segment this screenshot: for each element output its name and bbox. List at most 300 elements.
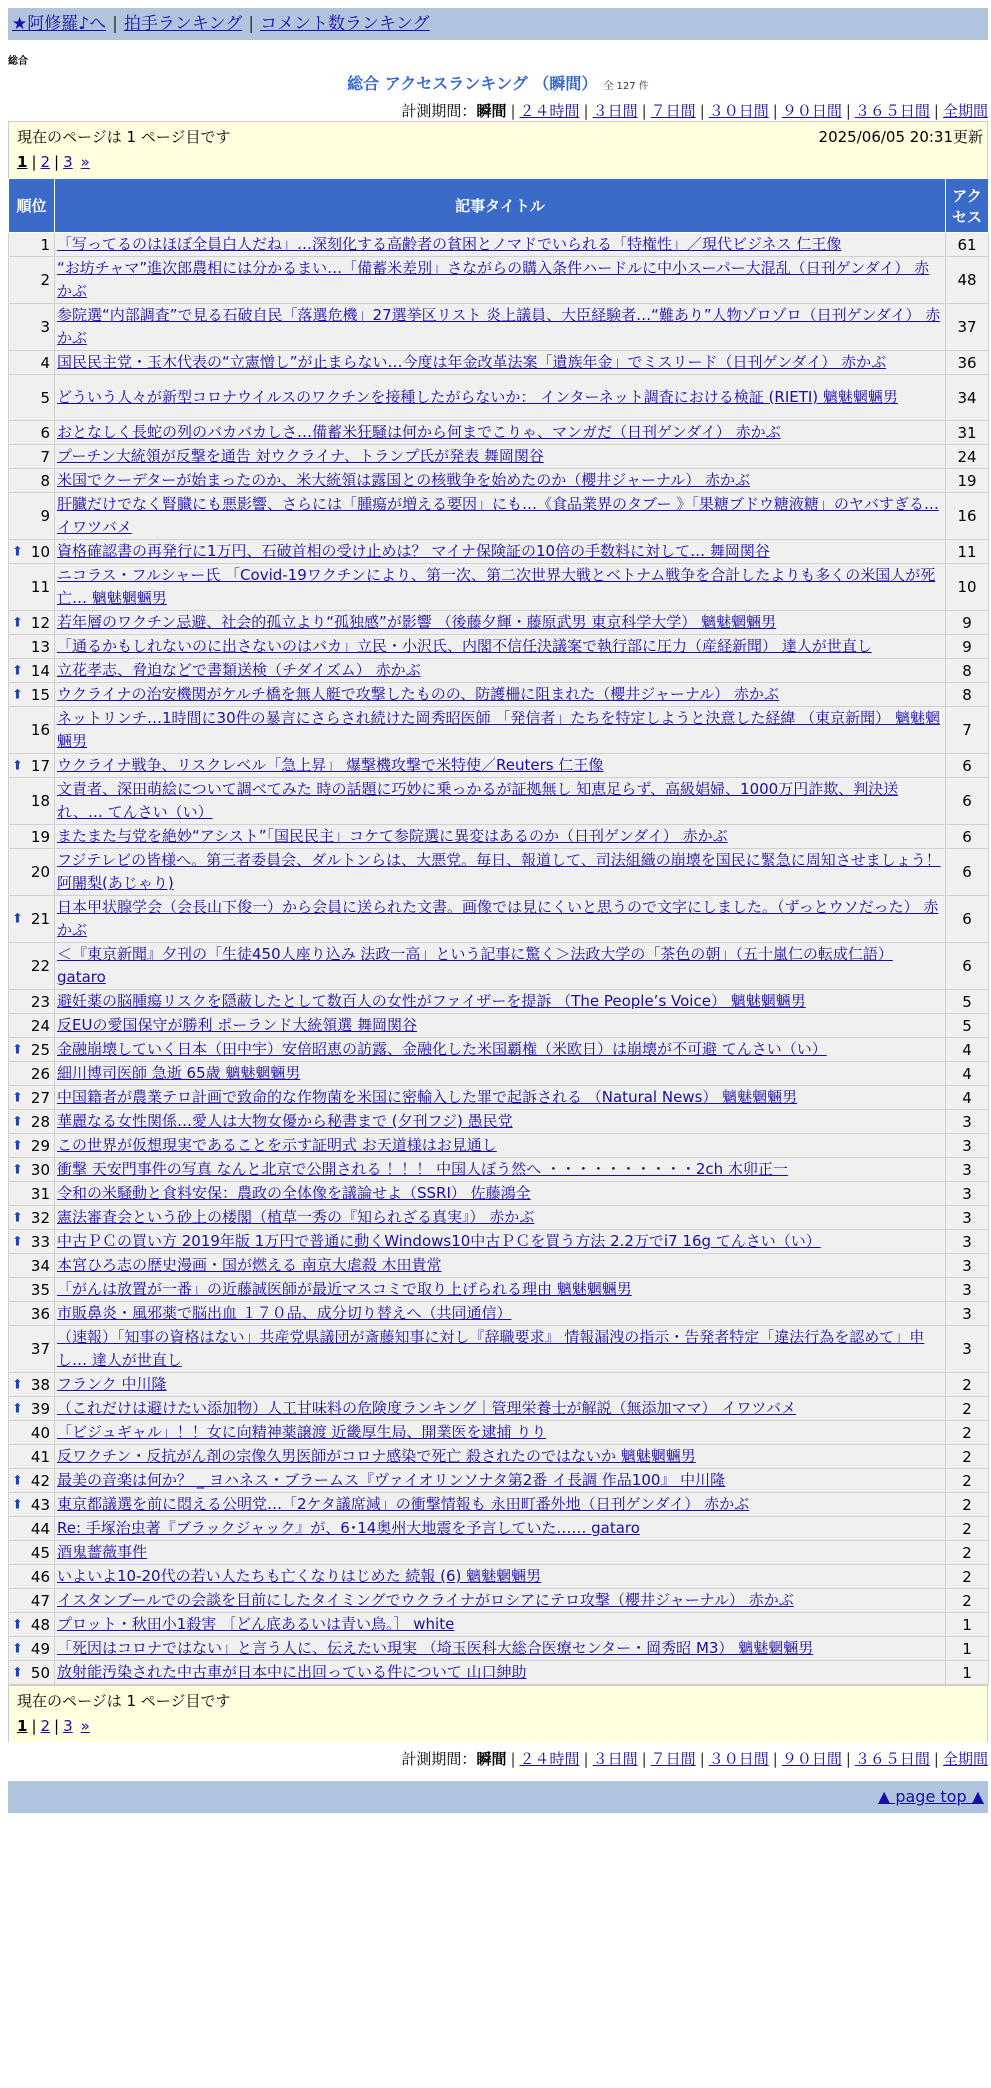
period-separator: |	[699, 1750, 705, 1768]
rank-number: 36	[30, 1304, 50, 1323]
table-row	[9, 233, 989, 257]
article-link[interactable]: 資格確認書の再発行に1万円、石破首相の受け止めは？ マイナ保険証の10倍の手数料に対して… 舞岡関谷	[57, 542, 770, 560]
rank-cell	[9, 754, 55, 778]
rank-cell	[9, 943, 55, 990]
period-separator: |	[933, 1750, 939, 1768]
article-link[interactable]: 最美の音楽は何か？ _ ヨハネス・ブラームス『ヴァイオリンソナタ第2番 イ長調 作品100』 中川隆	[57, 1471, 726, 1489]
rank-cell	[9, 659, 55, 683]
access-count: 3	[946, 1230, 989, 1254]
rank-number: 1	[40, 235, 50, 254]
article-link[interactable]: 若年層のワクチン忌避、社会的孤立より“孤独感”が影響 （後藤夕輝・藤原武男 東京科学大学） 魑魅魍魎男	[57, 613, 777, 631]
title-cell	[55, 1445, 946, 1469]
access-count: 16	[946, 493, 989, 540]
rank-number: 48	[30, 1615, 50, 1634]
table-row	[9, 990, 989, 1014]
article-link[interactable]: 憲法審査会という砂上の楼閣（植草一秀の『知られざる真実』） 赤かぶ	[57, 1208, 535, 1226]
comment-ranking-link[interactable]: コメント数ランキング	[260, 14, 430, 34]
rank-up-arrow-icon: ⬆	[12, 1665, 23, 1680]
access-count: 2	[946, 1589, 989, 1613]
access-count: 2	[946, 1565, 989, 1589]
rank-up-arrow-icon: ⬆	[12, 1473, 23, 1488]
access-count: 9	[946, 635, 989, 659]
access-count: 2	[946, 1469, 989, 1493]
rank-number: 6	[40, 423, 50, 442]
page-link[interactable]: 3	[63, 1717, 73, 1735]
rank-up-arrow-icon: ⬆	[12, 1138, 23, 1153]
period-link[interactable]: ３０日間	[708, 1750, 769, 1768]
rank-up-arrow-icon: ⬆	[12, 1234, 23, 1249]
period-link[interactable]: ２４時間	[519, 1750, 580, 1768]
rank-cell	[9, 564, 55, 611]
rank-cell	[9, 493, 55, 540]
table-row	[9, 943, 989, 990]
period-current: 瞬間	[476, 1750, 507, 1768]
page-link[interactable]: »	[80, 153, 90, 171]
rank-number: 18	[30, 792, 50, 810]
table-row	[9, 375, 989, 421]
rank-number: 42	[30, 1471, 50, 1490]
period-link[interactable]: ３日間	[592, 1750, 638, 1768]
rank-up-arrow-icon: ⬆	[12, 1401, 23, 1416]
article-link[interactable]: 中古ＰＣの買い方 2019年版 1万円で普通に動くWindows10中古ＰＣを買う方法 2.2万でi7 16g てんさい（い）	[57, 1232, 821, 1250]
category-tag: 総合	[8, 56, 28, 67]
article-link[interactable]: 「がんは放置が一番」の近藤誠医師が最近マスコミで取り上げられる理由 魑魅魍魎男	[57, 1280, 632, 1298]
table-row	[9, 849, 989, 896]
article-link[interactable]: 反EUの愛国保守が勝利 ポーランド大統領選 舞岡関谷	[57, 1016, 417, 1034]
access-count: 1	[946, 1613, 989, 1637]
rank-cell	[9, 1302, 55, 1326]
access-count: 3	[946, 1158, 989, 1182]
article-link[interactable]: 本宮ひろ志の歴史漫画・国が燃える 南京大虐殺 木田貴常	[57, 1256, 442, 1274]
table-row	[9, 564, 989, 611]
access-count: 2	[946, 1421, 989, 1445]
title-cell	[55, 564, 946, 611]
article-link[interactable]: またまた与党を絶妙“アシスト”「国民民主」コケて参院選に異変はあるのか（日刊ゲンダイ） 赤かぶ	[57, 827, 728, 845]
rank-cell	[9, 1421, 55, 1445]
page-link[interactable]: »	[80, 1717, 90, 1735]
rank-number: 26	[30, 1064, 50, 1083]
rank-cell	[9, 1661, 55, 1685]
table-row	[9, 1541, 989, 1565]
table-row	[9, 540, 989, 564]
table-row	[9, 1038, 989, 1062]
rank-number: 10	[30, 542, 50, 561]
period-separator: |	[772, 102, 778, 120]
rank-cell	[9, 990, 55, 1014]
table-row	[9, 1421, 989, 1445]
table-row	[9, 1517, 989, 1541]
updated-time: 2025/06/05 20:31更新	[818, 128, 983, 146]
article-link[interactable]: Re: 手塚治虫著『ブラックジャック』が、6･14奥州大地震を予言していた…… gataro	[57, 1519, 640, 1537]
article-link[interactable]: ニコラス・フルシャー氏 「Covid-19ワクチンにより、第一次、第二次世界大戦とベトナム戦争を合計したよりも多くの米国人が死亡… 魑魅魍魎男	[57, 566, 936, 607]
rank-cell	[9, 1469, 55, 1493]
access-count: 24	[946, 445, 989, 469]
table-row	[9, 1158, 989, 1182]
page-title-text: 総合 アクセスランキング （瞬間）	[347, 74, 598, 93]
title-cell	[55, 611, 946, 635]
rank-up-arrow-icon: ⬆	[12, 544, 23, 559]
table-row	[9, 1014, 989, 1038]
rank-cell	[9, 1254, 55, 1278]
rank-number: 11	[30, 578, 50, 596]
title-cell	[55, 990, 946, 1014]
table-row	[9, 635, 989, 659]
rank-number: 14	[30, 661, 50, 680]
period-link[interactable]: ３６５日間	[854, 102, 930, 120]
article-link[interactable]: （これだけは避けたい添加物）人工甘味料の危険度ランキング｜管理栄養士が解説（無添加ママ） イワツバメ	[57, 1399, 797, 1417]
table-row	[9, 1086, 989, 1110]
page-link[interactable]: 3	[63, 153, 73, 171]
article-link[interactable]: 日本甲状腺学会（会長山下俊一）から会員に送られた文書。画像では見にくいと思うので文字にしました。（ずっとウソだった） 赤かぶ	[57, 898, 939, 939]
access-count: 34	[946, 375, 989, 421]
rank-cell	[9, 540, 55, 564]
table-row	[9, 1613, 989, 1637]
table-row	[9, 754, 989, 778]
table-row	[9, 1469, 989, 1493]
table-row	[9, 1254, 989, 1278]
table-row	[9, 1278, 989, 1302]
rank-cell	[9, 257, 55, 304]
access-count: 6	[946, 943, 989, 990]
article-link[interactable]: おとなしく長蛇の列のバカバカしさ…備蓄米狂騒は何から何までこりゃ、マンガだ（日刊ゲンダイ） 赤かぶ	[57, 423, 781, 441]
access-count: 2	[946, 1517, 989, 1541]
access-count: 2	[946, 1445, 989, 1469]
rank-number: 46	[30, 1567, 50, 1586]
period-separator: |	[641, 1750, 647, 1768]
article-link[interactable]: 国民民主党・玉木代表の“立憲憎し”が止まらない…今度は年金改革法案「遺族年金」でミスリード（日刊ゲンダイ） 赤かぶ	[57, 353, 887, 371]
article-link[interactable]: ＜『東京新聞』夕刊の「生徒450人座り込み 法政一高」という記事に驚く＞法政大学の「茶色の朝」（五十嵐仁の転成仁語） gataro	[57, 945, 893, 986]
access-count: 3	[946, 1134, 989, 1158]
article-link[interactable]: フランク 中川隆	[57, 1375, 167, 1393]
period-link[interactable]: 全期間	[942, 1750, 988, 1768]
article-link[interactable]: 「死因はコロナではない」と言う人に、伝えたい現実 （埼玉医科大総合医療センター・岡秀昭 M3） 魑魅魍魎男	[57, 1639, 814, 1657]
rank-number: 15	[30, 685, 50, 704]
access-header: アクセス	[946, 179, 989, 233]
period-separator: |	[510, 1750, 516, 1768]
rank-number: 3	[40, 318, 50, 336]
access-count: 3	[946, 1254, 989, 1278]
page-top-link[interactable]: ▲ page top ▲	[877, 1787, 984, 1806]
rank-number: 5	[40, 388, 50, 407]
article-link[interactable]: ウクライナの治安機関がケルチ橋を無人艇で攻撃したものの、防護柵に阻まれた（櫻井ジャーナル） 赤かぶ	[57, 685, 779, 703]
rank-up-arrow-icon: ⬆	[12, 1377, 23, 1392]
table-row	[9, 1302, 989, 1326]
title-cell	[55, 1062, 946, 1086]
article-link[interactable]: “お坊チャマ”進次郎農相には分かるまい…「備蓄米差別」さながらの購入条件ハードルに中小スーパー大混乱（日刊ゲンダイ） 赤かぶ	[57, 259, 930, 300]
rank-cell	[9, 304, 55, 351]
access-count: 9	[946, 611, 989, 635]
title-cell	[55, 1086, 946, 1110]
rank-number: 16	[30, 721, 50, 739]
article-link[interactable]: 反ワクチン・反抗がん剤の宗像久男医師がコロナ感染で死亡 殺されたのではないか 魑魅魍魎男	[57, 1447, 696, 1465]
rank-cell	[9, 1517, 55, 1541]
article-link[interactable]: どういう人々が新型コロナウイルスのワクチンを接種したがらないか： インターネット調査における検証 (RIETI) 魑魅魍魎男	[57, 388, 898, 406]
rank-number: 33	[30, 1232, 50, 1251]
rank-number: 35	[30, 1280, 50, 1299]
table-row	[9, 257, 989, 304]
rank-cell	[9, 1278, 55, 1302]
rank-cell	[9, 1014, 55, 1038]
rank-number: 8	[40, 471, 50, 490]
title-cell	[55, 257, 946, 304]
rank-cell	[9, 611, 55, 635]
page-title	[8, 71, 988, 94]
access-count: 48	[946, 257, 989, 304]
article-link[interactable]: 「写ってるのはほぼ全員白人だね」…深刻化する高齢者の貧困とノマドでいられる「特権性」／現代ビジネス 仁王像	[57, 235, 842, 253]
footer-bar	[8, 1781, 988, 1813]
title-cell	[55, 304, 946, 351]
article-link[interactable]: ネットリンチ…1時間に30件の暴言にさらされ続けた岡秀昭医師 「発信者」たちを特定しようと決意した経緯 （東京新聞） 魑魅魍魎男	[57, 709, 940, 750]
article-link[interactable]: 肝臓だけでなく腎臓にも悪影響、さらには「腫瘍が増える要因」にも…《食品業界のタブー 》「果糖ブドウ糖液糖」のヤバすぎる… イワツバメ	[57, 495, 939, 536]
rank-number: 45	[30, 1543, 50, 1562]
access-count: 37	[946, 304, 989, 351]
rank-cell	[9, 421, 55, 445]
table-row	[9, 825, 989, 849]
access-count: 8	[946, 659, 989, 683]
rank-cell	[9, 1397, 55, 1421]
rank-number: 22	[30, 957, 50, 975]
page-separator: |	[31, 153, 37, 171]
rank-up-arrow-icon: ⬆	[12, 1641, 23, 1656]
rank-cell	[9, 469, 55, 493]
period-current: 瞬間	[476, 102, 507, 120]
access-count: 8	[946, 683, 989, 707]
period-separator: |	[510, 102, 516, 120]
access-count: 2	[946, 1541, 989, 1565]
rank-up-arrow-icon: ⬆	[12, 1210, 23, 1225]
pager-top	[8, 121, 988, 178]
article-link[interactable]: 華麗なる女性関係…愛人は大物女優から秘書まで (夕刊フジ) 愚民党	[57, 1112, 513, 1130]
article-link[interactable]: 「通るかもしれないのに出さないのはバカ」立民・小沢氏、内閣不信任決議案で執行部に圧力（産経新聞） 達人が世直し	[57, 637, 872, 655]
period-selector-bottom	[8, 1748, 988, 1769]
access-count: 4	[946, 1038, 989, 1062]
access-count: 11	[946, 540, 989, 564]
nav-separator: |	[248, 14, 255, 34]
rank-cell	[9, 1206, 55, 1230]
access-count: 10	[946, 564, 989, 611]
title-cell	[55, 896, 946, 943]
article-link[interactable]: 立花孝志、脅迫などで書類送検（チダイズム） 赤かぶ	[57, 661, 421, 679]
article-link[interactable]: 東京都議選を前に悶える公明党…「2ケタ議席減」の衝撃情報も 永田町番外地（日刊ゲンダイ） 赤かぶ	[57, 1495, 750, 1513]
article-link[interactable]: 避妊薬の脳腫瘍リスクを隠蔽したとして数百人の女性がファイザーを提訴 （The People’s Voice） 魑魅魍魎男	[57, 992, 806, 1010]
period-separator: |	[699, 102, 705, 120]
period-link[interactable]: ２４時間	[519, 102, 580, 120]
title-cell	[55, 1421, 946, 1445]
rank-number: 23	[30, 992, 50, 1011]
rank-up-arrow-icon: ⬆	[12, 615, 23, 630]
title-cell	[55, 1278, 946, 1302]
rank-cell	[9, 1062, 55, 1086]
article-link[interactable]: 米国でクーデターが始まったのか、米大統領は露国との核戦争を始めたのか（櫻井ジャーナル） 赤かぶ	[57, 471, 750, 489]
access-count: 3	[946, 1206, 989, 1230]
table-row	[9, 1373, 989, 1397]
period-link[interactable]: ９０日間	[781, 1750, 842, 1768]
article-link[interactable]: 参院選“内部調査”で見る石破自民「落選危機」27選挙区リスト 炎上議員、大臣経験者…“難あり”人物ゾロゾロ（日刊ゲンダイ） 赤かぶ	[57, 306, 941, 347]
article-link[interactable]: 金融崩壊していく日本（田中宇）安倍昭恵の訪露、金融化した米国覇権（米欧日）は崩壊が不可避 てんさい（い）	[57, 1040, 827, 1058]
table-row	[9, 1661, 989, 1685]
table-row	[9, 1110, 989, 1134]
rank-number: 13	[30, 637, 50, 656]
article-link[interactable]: プロット・秋田小1殺害 ［どん底あるいは青い鳥。］ white	[57, 1615, 455, 1633]
article-link[interactable]: いよいよ10-20代の若い人たちも亡くなりはじめた 続報 (6) 魑魅魍魎男	[57, 1567, 542, 1585]
rank-number: 34	[30, 1256, 50, 1275]
rank-number: 12	[30, 613, 50, 632]
rank-cell	[9, 1373, 55, 1397]
rank-cell	[9, 1086, 55, 1110]
access-count: 6	[946, 754, 989, 778]
rank-up-arrow-icon: ⬆	[12, 911, 23, 927]
nav-separator: |	[112, 14, 118, 34]
title-cell	[55, 375, 946, 421]
page-separator: |	[31, 1717, 37, 1735]
article-link[interactable]: フジテレビの皆様へ。第三者委員会、ダルトンらは、大悪党。毎日、報道して、司法組織の崩壊を国民に緊急に周知させましょう！ 阿闍梨(あじゃり)	[57, 851, 941, 892]
rank-cell	[9, 351, 55, 375]
title-cell	[55, 1110, 946, 1134]
table-row	[9, 778, 989, 825]
period-link[interactable]: 全期間	[942, 102, 988, 120]
table-row	[9, 1182, 989, 1206]
article-link[interactable]: プーチン大統領が反撃を通告 対ウクライナ、トランプ氏が発表 舞岡関谷	[57, 447, 544, 465]
article-link[interactable]: イスタンブールでの会談を目前にしたタイミングでウクライナがロシアにテロ攻撃（櫻井ジャーナル） 赤かぶ	[57, 1591, 794, 1609]
page-link[interactable]: 2	[40, 153, 51, 171]
rank-up-arrow-icon: ⬆	[12, 1617, 23, 1632]
period-separator: |	[641, 102, 647, 120]
access-count: 2	[946, 1397, 989, 1421]
rank-cell	[9, 1493, 55, 1517]
title-cell	[55, 1230, 946, 1254]
rank-up-arrow-icon: ⬆	[12, 1090, 23, 1105]
rank-cell	[9, 1158, 55, 1182]
access-count: 3	[946, 1278, 989, 1302]
rank-up-arrow-icon: ⬆	[12, 758, 23, 773]
title-cell	[55, 1134, 946, 1158]
period-link[interactable]: ９０日間	[781, 102, 842, 120]
article-link[interactable]: この世界が仮想現実であることを示す証明式 お天道様はお見通し	[57, 1136, 497, 1154]
rank-cell	[9, 1637, 55, 1661]
rank-cell	[9, 233, 55, 257]
table-row	[9, 1637, 989, 1661]
title-cell	[55, 445, 946, 469]
page-separator: |	[54, 1717, 60, 1735]
table-row	[9, 493, 989, 540]
top-nav	[8, 8, 988, 40]
rank-number: 31	[30, 1184, 50, 1203]
access-count: 1	[946, 1661, 989, 1685]
period-link[interactable]: ７日間	[650, 1750, 696, 1768]
rank-cell	[9, 849, 55, 896]
access-count: 6	[946, 825, 989, 849]
access-count: 2	[946, 1373, 989, 1397]
period-link[interactable]: ７日間	[650, 102, 696, 120]
table-row	[9, 351, 989, 375]
rank-number: 37	[30, 1340, 50, 1358]
access-count: 6	[946, 849, 989, 896]
access-count: 5	[946, 1014, 989, 1038]
title-cell	[55, 1302, 946, 1326]
rank-number: 24	[30, 1016, 50, 1035]
table-row	[9, 1326, 989, 1373]
title-cell	[55, 1613, 946, 1637]
home-link[interactable]: ★阿修羅♪へ	[12, 14, 107, 34]
rank-cell	[9, 707, 55, 754]
period-link[interactable]: ３６５日間	[854, 1750, 930, 1768]
table-row	[9, 683, 989, 707]
article-link[interactable]: 文責者、深田萌絵について調べてみた 時の話題に巧妙に乗っかるが証拠無し 知恵足らず、高級娼婦、1000万円詐欺、判決送れ、… てんさい（い）	[57, 780, 899, 821]
period-separator: |	[583, 1750, 589, 1768]
article-link[interactable]: 細川博司医師 急逝 65歳 魑魅魍魎男	[57, 1064, 301, 1082]
page	[8, 8, 988, 1813]
table-row	[9, 304, 989, 351]
rank-cell	[9, 1445, 55, 1469]
rank-up-arrow-icon: ⬆	[12, 1497, 23, 1512]
title-cell	[55, 493, 946, 540]
period-label: 計測期間：	[401, 102, 477, 120]
article-link[interactable]: 令和の米騒動と食料安保：農政の全体像を議論せよ（SSRI） 佐藤鴻全	[57, 1184, 531, 1202]
title-cell	[55, 659, 946, 683]
table-row	[9, 1134, 989, 1158]
rank-cell	[9, 1134, 55, 1158]
article-link[interactable]: 中国籍者が農業テロ計画で致命的な作物菌を米国に密輸入した罪で起訴される （Natural News） 魑魅魍魎男	[57, 1088, 798, 1106]
title-cell	[55, 1038, 946, 1062]
article-link[interactable]: 「ビジュギャル」！！女に向精神薬譲渡 近畿厚生局、開業医を逮捕 りり	[57, 1423, 547, 1441]
rank-up-arrow-icon: ⬆	[12, 663, 23, 678]
rank-cell	[9, 1565, 55, 1589]
article-link[interactable]: （速報）「知事の資格はない」共産党県議団が斎藤知事に対し『辞職要求』 情報漏洩の指示・告発者特定「違法行為を認めて」申し… 達人が世直し	[57, 1328, 925, 1369]
rank-number: 38	[30, 1375, 50, 1394]
access-count: 36	[946, 351, 989, 375]
page-current: 1	[17, 153, 28, 171]
table-row	[9, 1062, 989, 1086]
rank-number: 30	[30, 1160, 50, 1179]
rank-number: 47	[30, 1591, 50, 1610]
access-count: 1	[946, 1637, 989, 1661]
title-cell	[55, 707, 946, 754]
rank-number: 39	[30, 1399, 50, 1418]
article-link[interactable]: 放射能汚染された中古車が日本中に出回っている件について 山口紳助	[57, 1663, 527, 1681]
total-count: 全 127 件	[603, 81, 649, 92]
table-row	[9, 659, 989, 683]
ranking-table	[8, 178, 989, 1685]
article-link[interactable]: 市販鼻炎・風邪薬で脳出血 １７０品、成分切り替えへ（共同通信）	[57, 1304, 512, 1322]
table-row	[9, 896, 989, 943]
rank-number: 19	[30, 827, 50, 846]
title-cell	[55, 825, 946, 849]
table-row	[9, 469, 989, 493]
title-cell	[55, 849, 946, 896]
rank-number: 41	[30, 1447, 50, 1466]
rank-number: 9	[40, 507, 50, 525]
article-link[interactable]: 衝撃 天安門事件の写真 なんと北京で公開される ！！！ 中国人ぼう然へ ・・・・・・・・・・2ch 木卯正一	[57, 1160, 788, 1178]
period-label: 計測期間：	[401, 1750, 477, 1768]
article-link[interactable]: ウクライナ戦争、リスクレベル「急上昇」 爆撃機攻撃で米特使／Reuters 仁王像	[57, 756, 604, 774]
rank-up-arrow-icon: ⬆	[12, 687, 23, 702]
title-cell	[55, 1469, 946, 1493]
period-link[interactable]: ３０日間	[708, 102, 769, 120]
access-count: 61	[946, 233, 989, 257]
rank-number: 17	[30, 756, 50, 775]
period-link[interactable]: ３日間	[592, 102, 638, 120]
table-row	[9, 1493, 989, 1517]
page-current: 1	[17, 1717, 28, 1735]
access-count: 4	[946, 1062, 989, 1086]
rank-cell	[9, 683, 55, 707]
article-link[interactable]: 酒鬼薔薇事件	[57, 1543, 148, 1561]
title-cell	[55, 1014, 946, 1038]
period-separator: |	[845, 102, 851, 120]
table-row	[9, 1589, 989, 1613]
page-link[interactable]: 2	[40, 1717, 51, 1735]
applause-ranking-link[interactable]: 拍手ランキング	[123, 14, 243, 34]
